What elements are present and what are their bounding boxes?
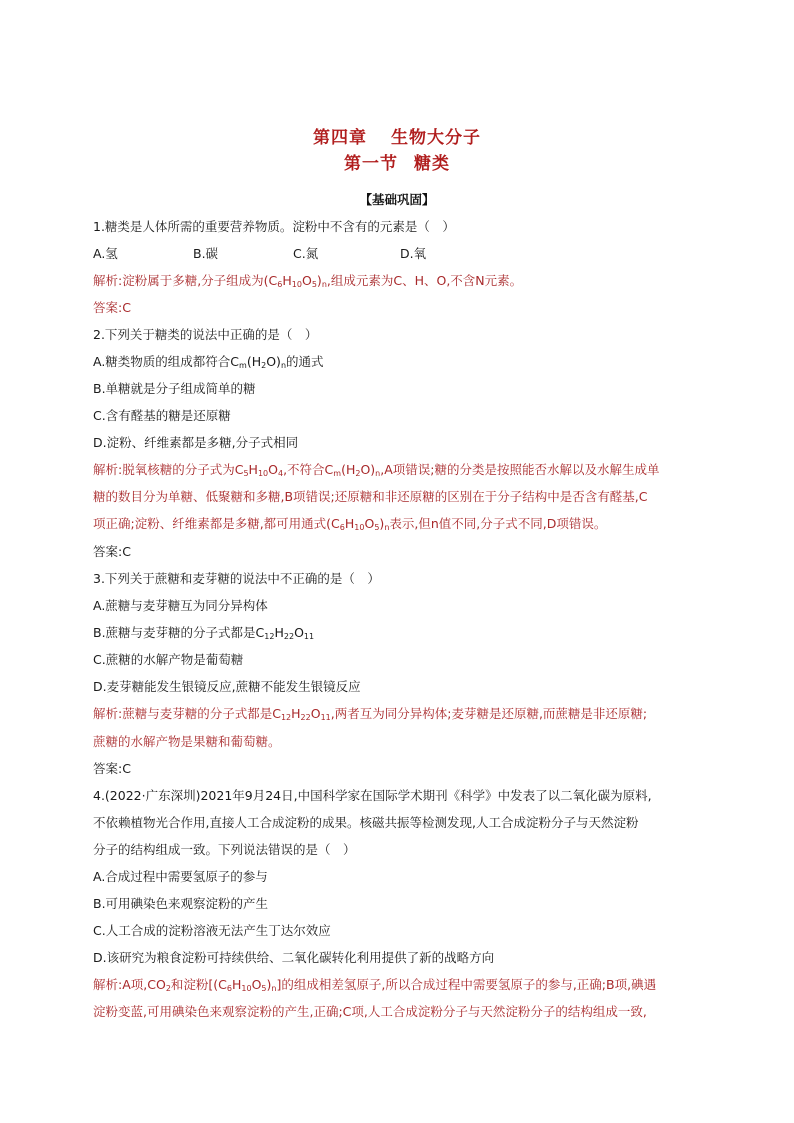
q3-option-d: D.麦芽糖能发生银镜反应,蔗糖不能发生银镜反应 [93,679,361,694]
q2-option-c: C.含有醛基的糖是还原糖 [93,408,231,423]
q2-analysis-line-3: 项正确;淀粉、纤维素都是多糖,都可用通式$(C_6H_{10}O_5)_n$表示,但n值不同,分子式不同,D项错误。 [93,516,607,532]
q1-option-c: C.氮 [293,246,319,261]
q2-option-d: D.淀粉、纤维素都是多糖,分子式相同 [93,435,299,450]
q1-option-b: B.碳 [193,246,219,261]
q3-option-b: B.蔗糖与麦芽糖的分子式都是$C_{12}H_{22}O_{11}$ [93,625,315,641]
q4-option-a: A.合成过程中需要氢原子的参与 [93,869,268,884]
q4-stem-line-3: 分子的结构组成一致。下列说法错误的是（ ） [93,842,356,857]
section-heading: 【基础巩固】 [359,192,435,207]
q4-analysis-line-2: 淀粉变蓝,可用碘染色来观察淀粉的产生,正确;C项,人工合成淀粉分子与天然淀粉分子的结构组成一致, [93,1004,647,1019]
q4-analysis-line-1: 解析:A项$,CO_2$和淀粉$[(C_6H_{10}O_5)_n]$的组成相差氢原子,所以合成过程中需要氢原子的参与,正确;B项,碘遇 [93,977,657,993]
q3-option-a: A.蔗糖与麦芽糖互为同分异构体 [93,598,268,613]
q2-answer: 答案:C [93,544,131,559]
q4-stem-line-2: 不依赖植物光合作用,直接人工合成淀粉的成果。核磁共振等检测发现,人工合成淀粉分子与天然淀粉 [93,815,639,830]
q3-answer: 答案:C [93,761,131,776]
q1-answer: 答案:C [93,300,131,315]
section-title: 第一节 糖类 [344,154,450,174]
q4-stem-line-1: 4.(2022·广东深圳)2021年9月24日,中国科学家在国际学术期刊《科学》中发表了以二氧化碳为原料, [93,788,652,803]
q1-option-a: A.氢 [93,246,118,261]
q1-options [93,246,426,262]
q2-stem: 2.下列关于糖类的说法中正确的是（ ） [93,327,318,342]
q2-analysis-line-2: 糖的数目分为单糖、低聚糖和多糖,B项错误;还原糖和非还原糖的区别在于分子结构中是否含有醛基,C [93,489,648,504]
q3-analysis-line-1: 解析:蔗糖与麦芽糖的分子式都是$C_{12}H_{22}O_{11}$,两者互为同分异构体;麦芽糖是还原糖,而蔗糖是非还原糖; [93,706,648,722]
q1-stem: 1.糖类是人体所需的重要营养物质。淀粉中不含有的元素是（ ） [93,219,455,234]
q2-analysis-line-1: 解析:脱氧核糖的分子式为$C_5H_{10}O_4$,不符合$C_m(H_2O)_n,A$项错误;糖的分类是按照能否水解以及水解生成单 [93,462,660,478]
title-block [0,126,794,176]
q1-analysis: 解析:淀粉属于多糖,分子组成为$(C_6H_{10}O_5)_n$,组成元素为C、H、O,不含N元素。 [93,273,523,289]
q4-option-c: C.人工合成的淀粉溶液无法产生丁达尔效应 [93,923,331,938]
q3-stem: 3.下列关于蔗糖和麦芽糖的说法中不正确的是（ ） [93,571,380,586]
q4-option-d: D.该研究为粮食淀粉可持续供给、二氧化碳转化利用提供了新的战略方向 [93,950,495,965]
q4-option-b: B.可用碘染色来观察淀粉的产生 [93,896,269,911]
q3-option-c: C.蔗糖的水解产物是葡萄糖 [93,652,244,667]
q3-analysis-line-2: 蔗糖的水解产物是果糖和葡萄糖。 [93,734,281,749]
q2-option-b: B.单糖就是分子组成简单的糖 [93,381,256,396]
q2-option-a: A.糖类物质的组成都符合$C_m(H_2O)_n$的通式 [93,354,324,370]
q1-option-d: D.氧 [400,246,427,261]
chapter-title: 第四章 生物大分子 [313,128,481,148]
